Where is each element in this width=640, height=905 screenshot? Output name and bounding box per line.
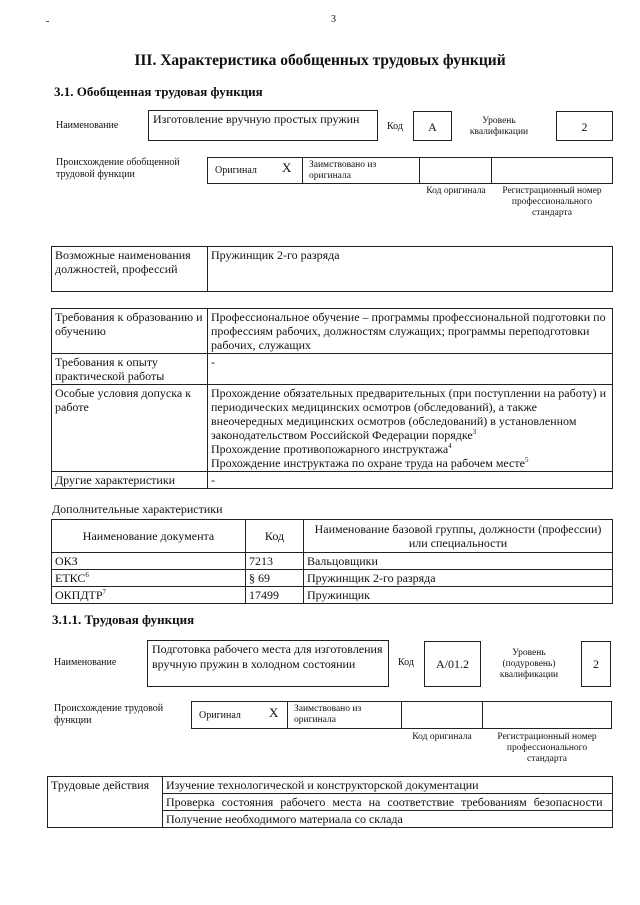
gtf-original-cell [207,157,303,184]
gtf-original-label: Оригинал [215,165,257,176]
gtf-code-orig-label: Код оригинала [426,186,486,196]
special-line-2: Прохождение противопожарного инструктажа [211,442,449,456]
tf-borrowed-label: Заимствовано из оригинала [294,704,362,725]
table-row [52,354,613,385]
col-name-header: Наименование базовой группы, должности (профессии) или специальности [304,520,613,553]
gtf-code-value: А [428,120,437,134]
special-line-1: Прохождение обязательных предварительных (при поступлении на работу) и периодических медицинских осмотров (обследований), а также внеочередных медицинских осмотров (обследований) в установленном законодательством Российской Федерации порядке [211,386,607,442]
row-doc-text: ЕТКС [55,571,86,585]
education-value: Профессиональное обучение – программы профессиональной подготовки по профессиям рабочих, должностям служащих; программы переподготовки рабочих, служащих [208,309,613,354]
section-title: III. Характеристика обобщенных трудовых функций [134,52,506,69]
tf-code-orig-label: Код оригинала [412,732,472,742]
gtf-borrowed-label: Заимствовано из оригинала [309,160,377,181]
gtf-code-orig-cell [419,157,492,184]
tf-borrowed-cell [287,701,402,729]
table-row [52,570,613,587]
tf-reg-cell [482,701,612,729]
gtf-code-label: Код [387,121,403,132]
table-row [52,553,613,570]
tf-reg-label: Регистрационный номер профессионального стандарта [497,732,597,764]
other-value: - [208,472,613,489]
row-code: § 69 [246,570,304,587]
gtf-origin-label: Происхождение обобщенной трудовой функции [56,157,180,180]
gtf-level-box [556,111,613,141]
special-line-3: Прохождение инструктажа по охране труда на рабочем месте [211,456,525,470]
row-doc [52,570,246,587]
tf-name-box [147,640,389,687]
row-doc: ОКЗ [52,553,246,570]
footnote-ref: 7 [102,588,107,596]
tf-code-box [424,641,481,687]
tf-code-orig-cell [401,701,483,729]
experience-label: Требования к опыту практической работы [52,354,208,385]
tf-original-mark: X [269,705,279,720]
list-item: Получение необходимого материала со склада [163,811,613,828]
positions-value: Пружинщик 2-го разряда [208,247,613,292]
row-name: Пружинщик [304,587,613,604]
page-dot: - [46,16,50,27]
table-row [52,385,613,472]
table-row [48,777,613,794]
footnote-ref: 6 [85,571,89,579]
tf-level-value: 2 [593,657,599,671]
special-label: Особые условия допуска к работе [52,385,208,472]
row-doc [52,587,246,604]
gtf-reg-label: Регистрационный номер профессионального стандарта [502,186,602,218]
page-number: 3 [331,14,336,25]
requirements-table [51,308,613,489]
gtf-original-mark: X [282,160,292,175]
table-row [52,247,613,292]
tf-title: 3.1.1. Трудовая функция [52,612,195,627]
table-row [52,520,613,553]
list-item: Изучение технологической и конструкторской документации [163,777,613,794]
footnote-ref: 5 [524,456,529,464]
col-doc-header: Наименование документа [52,520,246,553]
row-code: 7213 [246,553,304,570]
positions-label: Возможные наименования должностей, профессий [52,247,208,292]
additional-table [51,519,613,604]
row-name: Вальцовщики [304,553,613,570]
experience-value: - [208,354,613,385]
positions-table [51,246,613,292]
sub-title: 3.1. Обобщенная трудовая функция [54,84,263,99]
table-row [52,472,613,489]
gtf-name-value: Изготовление вручную простых пружин [153,112,360,126]
tf-original-cell [191,701,288,729]
gtf-name-box [148,110,378,141]
row-name: Пружинщик 2-го разряда [304,570,613,587]
tf-code-label: Код [398,657,414,668]
tf-code-value: А/01.2 [436,657,469,671]
table-row [52,587,613,604]
other-label: Другие характеристики [52,472,208,489]
gtf-level-value: 2 [581,120,588,134]
gtf-name-label: Наименование [56,120,119,131]
special-value [208,385,613,472]
tf-level-box [581,641,611,687]
row-doc-text: ОКПДТР [55,588,103,602]
gtf-code-box [413,111,452,141]
tf-name-value: Подготовка рабочего места для изготовления вручную пружин в холодном состоянии [152,642,383,671]
table-row [52,309,613,354]
gtf-level-label: Уровень квалификации [469,116,529,137]
tf-name-label: Наименование [54,657,117,668]
education-label: Требования к образованию и обучению [52,309,208,354]
footnote-ref: 3 [472,428,477,436]
tf-level-label: Уровень (подуровень) квалификации [499,648,559,680]
additional-title: Дополнительные характеристики [52,502,223,516]
footnote-ref: 4 [448,442,452,450]
tf-origin-label: Происхождение трудовой функции [54,703,164,726]
actions-label: Трудовые действия [48,777,163,828]
gtf-reg-cell [491,157,613,184]
tf-original-label: Оригинал [199,710,241,721]
list-item: Проверка состояния рабочего места на соответствие требованиям безопасности [163,794,613,811]
gtf-borrowed-cell [302,157,420,184]
actions-table [47,776,613,828]
col-code-header: Код [246,520,304,553]
row-code: 17499 [246,587,304,604]
